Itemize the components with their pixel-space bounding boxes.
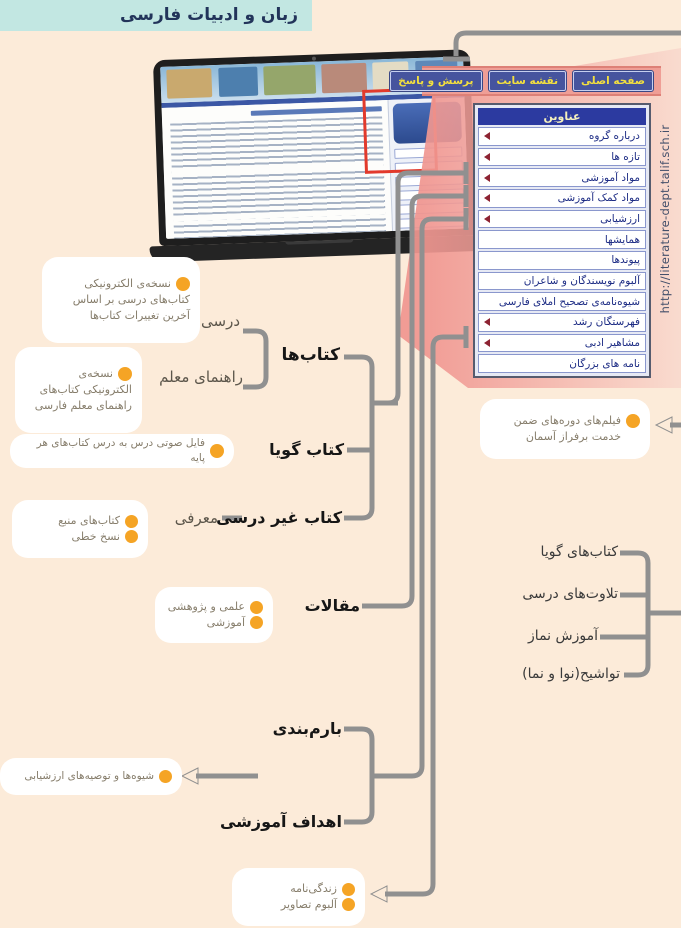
note-literary-figures: زندگی‌نامه آلبوم تصاویر <box>232 868 365 926</box>
nav-button-home[interactable]: صفحه اصلی <box>573 71 653 91</box>
bracket-books-group <box>344 357 372 518</box>
branch-label-teacher-guide: راهنمای معلم <box>159 368 243 386</box>
wire-evaluation <box>372 219 465 776</box>
menu-item-links[interactable]: پیوندها <box>478 251 646 270</box>
bullet-dot-icon <box>342 898 355 911</box>
media-list-item-tavashih: تواشیح(نوا و نما) <box>522 666 620 682</box>
bullet-dot-icon <box>626 414 640 428</box>
branch-label-textbook: درسی <box>201 312 240 330</box>
arrow-left-icon <box>484 215 490 223</box>
menu-item-letters-of-greats[interactable]: نامه های بزرگان <box>478 354 646 373</box>
menu-item-evaluation[interactable]: ارزشیابی <box>478 210 646 229</box>
bracket-media-list <box>620 553 648 675</box>
site-nav-bar <box>398 66 661 96</box>
wire-navstrip <box>456 33 681 56</box>
note-evaluation-methods: شیوه‌ها و توصیه‌های ارزشیابی <box>0 758 182 795</box>
site-menu-panel <box>473 103 651 378</box>
arrowhead-left-icon <box>182 768 198 784</box>
menu-item-literary-figures[interactable]: مشاهیر ادبی <box>478 334 646 353</box>
branch-label-audio-book: کتاب گویا <box>269 440 344 459</box>
note-audio-files: فایل صوتی درس به درس کتاب‌های هر پایه <box>10 434 234 468</box>
nav-button-sitemap[interactable]: نقشه سایت <box>489 71 567 91</box>
note-introduction-items: کتاب‌های منبع نسخ خطی <box>12 500 148 558</box>
bullet-dot-icon <box>250 616 263 629</box>
branch-label-grading: بارم‌بندی <box>272 719 342 738</box>
branch-label-objectives: اهداف آموزشی <box>219 812 342 831</box>
bullet-dot-icon <box>342 883 355 896</box>
media-list-item-recitations: تلاوت‌های درسی <box>522 586 618 602</box>
page-title: زبان و ادبیات فارسی <box>120 5 298 25</box>
arrow-left-icon <box>484 174 490 182</box>
bracket-books-children <box>243 331 266 387</box>
bracket-grading-objectives <box>344 729 372 822</box>
menu-item-supplementary-materials[interactable]: مواد کمک آموزشی <box>478 189 646 208</box>
menu-item-about-group[interactable]: درباره گروه <box>478 127 646 146</box>
note-electronic-textbooks: نسخه‌ی الکترونیکی کتاب‌های درسی بر اساس آخرین تغییرات کتاب‌ها <box>42 257 200 343</box>
arrow-left-icon <box>484 132 490 140</box>
bullet-dot-icon <box>125 530 138 543</box>
branch-label-introduction: معرفی <box>174 509 218 527</box>
bullet-dot-icon <box>210 444 224 458</box>
arrow-left-icon <box>484 194 490 202</box>
menu-item-authors-album[interactable]: آلبوم نویسندگان و شاعران <box>478 272 646 291</box>
media-list-item-audio-books: کتاب‌های گویا <box>540 544 618 560</box>
arrow-left-icon <box>484 153 490 161</box>
arrow-left-icon <box>484 339 490 347</box>
note-teacher-guides: نسخه‌ی الکترونیکی کتاب‌های راهنمای معلم فارسی <box>15 347 142 433</box>
menu-item-conferences[interactable]: همایشها <box>478 230 646 249</box>
arrowhead-left-icon <box>371 886 387 902</box>
menu-item-roshd-catalog[interactable]: فهرستگان رشد <box>478 313 646 332</box>
bullet-dot-icon <box>159 770 172 783</box>
bullet-dot-icon <box>176 277 190 291</box>
site-url-vertical: http://literature-dept.talif.sch.ir <box>658 124 672 314</box>
menu-item-educational-materials[interactable]: مواد آموزشی <box>478 168 646 187</box>
wire-literary-figures <box>385 337 465 894</box>
branch-label-articles: مقالات <box>304 596 360 615</box>
menu-header: عناوین <box>478 108 646 125</box>
note-article-types: علمی و پژوهشی آموزشی <box>155 587 273 643</box>
note-inservice-films: فیلم‌های دوره‌های ضمن خدمت برفراز آسمان <box>480 399 650 459</box>
bullet-dot-icon <box>250 601 263 614</box>
menu-item-news[interactable]: تازه ها <box>478 148 646 167</box>
page-title-bar <box>0 0 312 31</box>
bullet-dot-icon <box>125 515 138 528</box>
branch-label-books: کتاب‌ها <box>281 345 340 365</box>
media-list-item-prayer-education: آموزش نماز <box>528 628 598 644</box>
nav-button-faq[interactable]: پرسش و پاسخ <box>390 71 481 91</box>
arrow-left-icon <box>484 318 490 326</box>
bullet-dot-icon <box>118 367 132 381</box>
arrowhead-left-icon <box>656 417 672 433</box>
menu-item-orthography-guide[interactable]: شیوه‌نامه‌ی تصحیح املای فارسی <box>478 292 646 311</box>
branch-label-non-textbook: کتاب غیر درسی <box>216 508 342 527</box>
